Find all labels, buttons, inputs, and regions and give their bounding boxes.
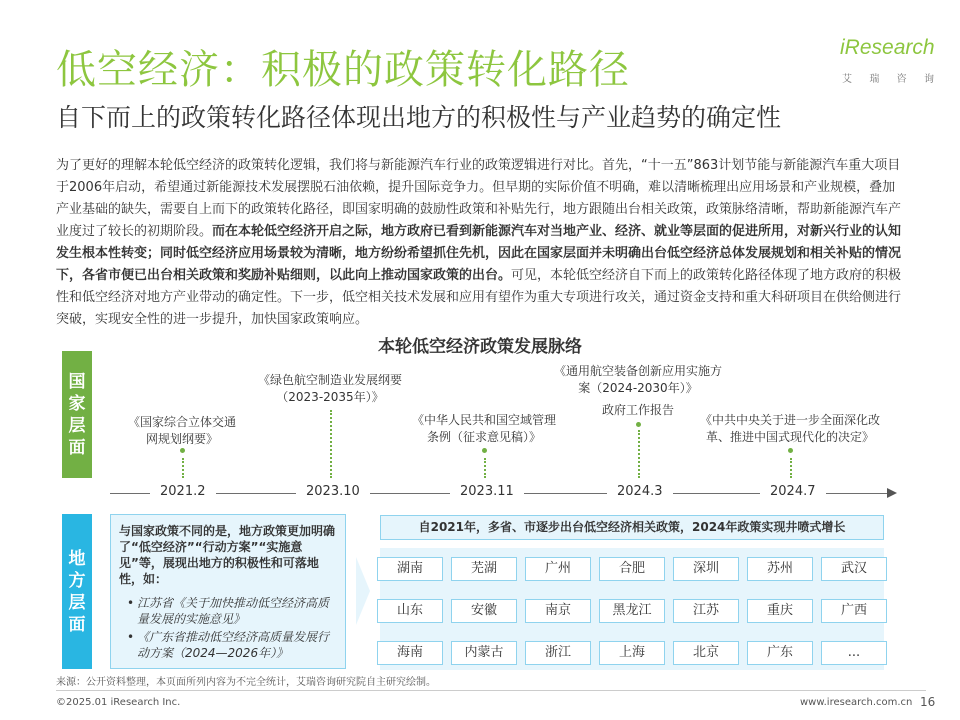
event-connector <box>330 410 332 478</box>
page-title: 低空经济：积极的政策转化路径 <box>56 47 630 93</box>
region-cell: 湖南 <box>377 557 443 581</box>
local-policy-intro: 与国家政策不同的是，地方政策更加明确了“低空经济”“行动方案”“实施意见”等，展现出地方的积极性和可落地性，如： <box>119 524 336 586</box>
bullet-icon: • <box>127 596 135 610</box>
event-2023-11: 《中华人民共和国空域管理 条例（征求意见稿）》 <box>411 413 556 444</box>
year-label: 2023.11 <box>450 484 524 499</box>
region-cell: 苏州 <box>747 557 813 581</box>
event-2024-3-report: 政府工作报告 <box>601 403 674 417</box>
event-2024-7: 《中共中央关于进一步全面深化改 革、推进中国式现代化的决定》 <box>700 413 881 444</box>
bullet-icon: • <box>127 630 135 644</box>
body-paragraph <box>56 155 904 331</box>
page-number: 16 <box>920 695 936 709</box>
event-connector <box>638 430 640 478</box>
region-cell: 山东 <box>377 599 443 623</box>
local-policy-item: • 江苏省《关于加快推动低空经济高质量发展的实施意见》 <box>127 596 330 626</box>
website-url: www.iresearch.com.cn <box>800 697 913 708</box>
body-text-part3: 可见，本轮低空经济自下而上的政策转化路径体现了地方政府的积极性和低空经济对地方产业带动的确定性。下一步，低空相关技术发展和应用有望作为重大专项进行攻关，通过资金支持和重大科研项目在供给侧进行突破，实现安全性的进一步提升，加快国家政策响应。 <box>56 268 902 327</box>
region-cell: 广东 <box>747 641 813 665</box>
event-connector <box>790 458 792 478</box>
local-policy-item: • 《广东省推动低空经济高质量发展行动方案（2024—2026年）》 <box>127 630 330 660</box>
timeline-arrow-icon <box>887 488 897 498</box>
year-label: 2024.7 <box>760 484 826 499</box>
copyright: ©2025.01 iResearch Inc. <box>56 697 181 708</box>
source-note: 来源：公开资料整理，本页面所列内容为不完全统计，艾瑞咨询研究院自主研究绘制。 <box>56 677 436 688</box>
region-cell: 上海 <box>599 641 665 665</box>
event-dot <box>180 448 185 453</box>
event-connector <box>484 458 486 478</box>
event-connector <box>182 458 184 478</box>
event-dot <box>636 422 641 427</box>
region-cell: 合肥 <box>599 557 665 581</box>
region-cell: 海南 <box>377 641 443 665</box>
region-cell: 武汉 <box>821 557 887 581</box>
footer-divider <box>56 690 926 691</box>
region-cell: 内蒙古 <box>451 641 517 665</box>
region-cell: 浙江 <box>525 641 591 665</box>
national-level-label: 国 家 层 面 <box>62 351 92 478</box>
event-dot <box>482 448 487 453</box>
regions-banner: 自2021年，多省、市逐步出台低空经济相关政策，2024年政策实现井喷式增长 <box>380 515 884 540</box>
logo-chinese-name: 艾 瑞 咨 询 <box>842 74 934 85</box>
region-cell: 南京 <box>525 599 591 623</box>
region-cell: 广西 <box>821 599 887 623</box>
local-level-label: 地 方 层 面 <box>62 514 92 669</box>
region-cell: 安徽 <box>451 599 517 623</box>
region-cell: ... <box>821 641 887 665</box>
chevron-right-icon <box>356 557 370 625</box>
year-label: 2021.2 <box>150 484 216 499</box>
local-policy-box <box>110 514 346 669</box>
region-cell: 广州 <box>525 557 591 581</box>
region-cell: 深圳 <box>673 557 739 581</box>
event-2023-10: 《绿色航空制造业发展纲要 （2023-2035年）》 <box>257 373 402 404</box>
region-cell: 黑龙江 <box>599 599 665 623</box>
logo-wordmark: iResearch <box>840 36 935 59</box>
regions-grid <box>380 548 884 670</box>
year-label: 2023.10 <box>296 484 370 499</box>
body-text-bold: 而在本轮低空经济开启之际，地方政府已看到新能源汽车对当地产业、经济、就业等层面的促进所用，对新兴行业的认知发生根本性转变；同时低空经济应用场景较为清晰，地方纷纷希望抓住先机，因此在国家层面并未明确出台低空经济总体发展规划和相关补贴的情况下，各省市便已出台相关政策和奖励补贴细则，以此向上推动国家政策的出台。 <box>56 224 902 283</box>
body-text-part1: 为了更好的理解本轮低空经济的政策转化逻辑，我们将与新能源汽车行业的政策逻辑进行对比。首先，“十一五”863计划节能与新能源汽车重大项目于2006年启动，希望通过新能源技术发展摆脱石油依赖，提升国际竞争力。但早期的实际价值不明确，难以清晰梳理出应用场景和产业规模，叠加产业基础的缺失，需要自上而下的政策转化路径，即国家明确的鼓励性政策和补贴先行，地方跟随出台相关政策，政策脉络清晰，帮助新能源汽车产业度过了较长的初期阶段。 <box>56 158 902 239</box>
region-cell: 重庆 <box>747 599 813 623</box>
event-2024-3-plan: 《通用航空装备创新应用实施方 案（2024-2030年）》 <box>553 364 722 395</box>
region-cell: 江苏 <box>673 599 739 623</box>
page-subtitle: 自下而上的政策转化路径体现出地方的积极性与产业趋势的确定性 <box>56 103 782 132</box>
year-label: 2024.3 <box>607 484 673 499</box>
iresearch-logo <box>836 32 934 86</box>
event-2021-2: 《国家综合立体交通 网规划纲要》 <box>127 415 236 446</box>
region-cell: 芜湖 <box>451 557 517 581</box>
diagram-title: 本轮低空经济政策发展脉络 <box>378 337 582 357</box>
event-dot <box>788 448 793 453</box>
region-cell: 北京 <box>673 641 739 665</box>
